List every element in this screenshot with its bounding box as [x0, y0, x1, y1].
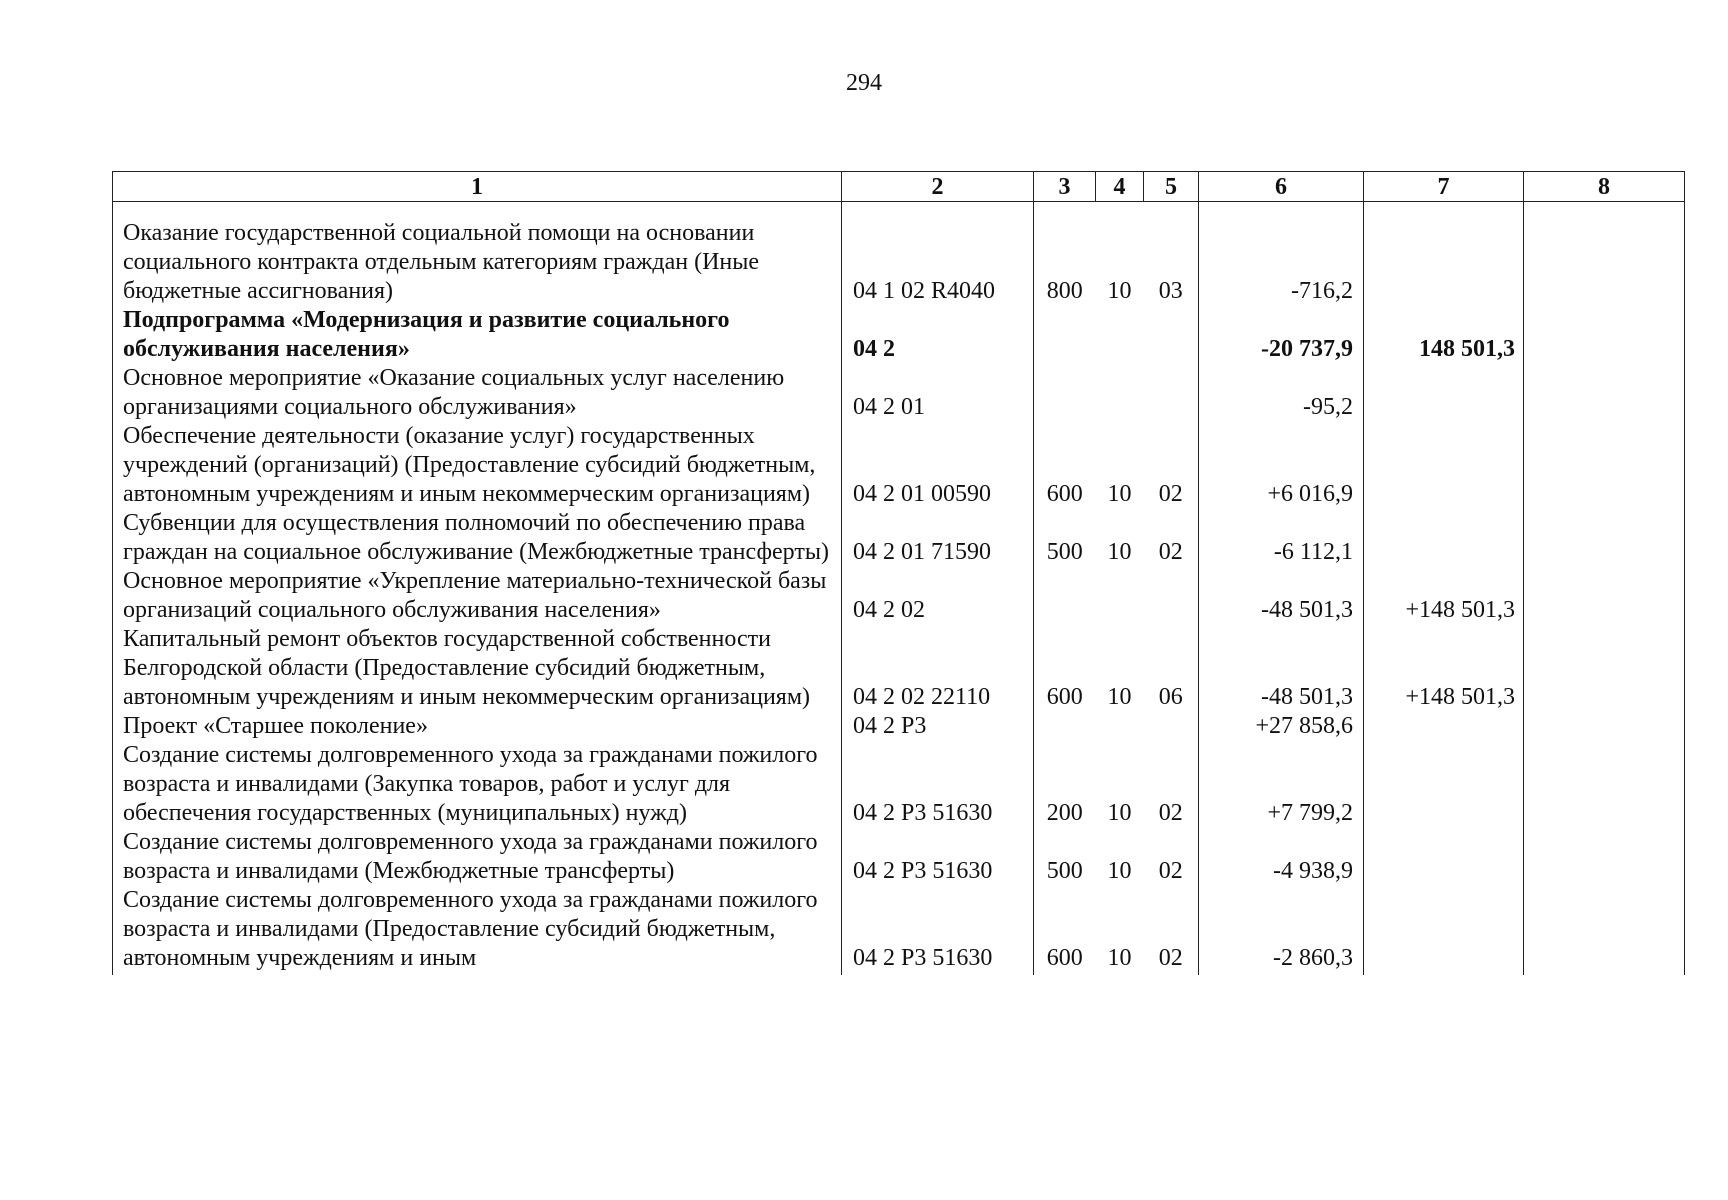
row-col3 — [1034, 306, 1096, 364]
row-col3: 500 — [1034, 509, 1096, 567]
row-name: Основное мероприятие «Оказание социальных услуг населению организациями социального обслуживания» — [113, 364, 842, 422]
table-row — [113, 712, 1685, 741]
row-col5 — [1144, 306, 1199, 364]
row-code: 04 2 01 71590 — [842, 509, 1034, 567]
row-col8 — [1524, 567, 1685, 625]
row-col3: 800 — [1034, 202, 1096, 307]
row-col8 — [1524, 202, 1685, 307]
row-col6: +7 799,2 — [1199, 741, 1364, 828]
row-col8 — [1524, 712, 1685, 741]
table-row — [113, 306, 1685, 364]
row-col8 — [1524, 509, 1685, 567]
row-col4: 10 — [1107, 481, 1132, 507]
header-row — [113, 172, 1685, 202]
column-header: 5 — [1144, 172, 1199, 202]
row-col6 — [1199, 973, 1364, 975]
row-col5: 02 — [1144, 741, 1199, 828]
row-col6: +6 016,9 — [1199, 422, 1364, 509]
row-col5: 02 — [1144, 886, 1199, 973]
row-name: Субвенции для осуществления полномочий по обеспечению права граждан на социальное обслуживание (Межбюджетные трансферты) — [113, 509, 842, 567]
row-name: Проект «Старшее поколение» — [113, 712, 842, 741]
row-col7 — [1364, 509, 1524, 567]
row-col5 — [1144, 364, 1199, 422]
row-col7 — [1364, 828, 1524, 886]
row-col6: -48 501,3 — [1199, 567, 1364, 625]
row-col4 — [1096, 306, 1144, 364]
row-col7: 148 501,3 — [1364, 306, 1524, 364]
row-col8 — [1524, 973, 1685, 975]
table-row — [113, 625, 1685, 712]
row-code: 04 2 01 — [842, 364, 1034, 422]
column-header: 6 — [1199, 172, 1364, 202]
page-number: 294 — [846, 70, 882, 96]
row-col4: 10 — [1107, 278, 1132, 304]
row-name: Обеспечение деятельности (оказание услуг) государственных учреждений (организаций) (Предоставление субсидий бюджетным, автономным учреждениям и иным некоммерческим организациям) — [113, 422, 842, 509]
table-row — [113, 509, 1685, 567]
row-col3: 600 — [1034, 422, 1096, 509]
row-col5: 02 — [1144, 828, 1199, 886]
column-header: 4 — [1096, 172, 1144, 202]
row-col6: -4 938,9 — [1199, 828, 1364, 886]
row-col7 — [1364, 741, 1524, 828]
row-name: Оказание государственной социальной помощи на основании социального контракта отдельным категориям граждан (Иные бюджетные ассигнования) — [113, 202, 842, 307]
row-name: Основное мероприятие «Укрепление материально-технической базы организаций социального обслуживания населения» — [113, 567, 842, 625]
row-col3: 600 — [1034, 886, 1096, 973]
table-row — [113, 567, 1685, 625]
table-row — [113, 202, 1685, 307]
row-col3 — [1034, 712, 1096, 741]
row-col5 — [1144, 973, 1199, 975]
row-col5 — [1144, 567, 1199, 625]
row-col6: -95,2 — [1199, 364, 1364, 422]
row-col4 — [1096, 973, 1144, 975]
row-col5: 02 — [1144, 422, 1199, 509]
row-col3: 600 — [1034, 625, 1096, 712]
column-header: 2 — [842, 172, 1034, 202]
row-code: 04 2 P3 — [842, 712, 1034, 741]
row-col8 — [1524, 422, 1685, 509]
table-row — [113, 741, 1685, 828]
row-col7 — [1364, 712, 1524, 741]
table-row — [113, 364, 1685, 422]
row-code: 04 2 P3 51630 — [842, 828, 1034, 886]
row-col7 — [1364, 202, 1524, 307]
row-col4: 10 — [1107, 539, 1132, 565]
row-col6: -20 737,9 — [1199, 306, 1364, 364]
row-col4: 10 — [1107, 800, 1132, 826]
column-header: 3 — [1034, 172, 1096, 202]
budget-table — [112, 171, 1685, 975]
row-col4 — [1096, 364, 1144, 422]
row-col8 — [1524, 741, 1685, 828]
row-col4 — [1096, 567, 1144, 625]
row-col8 — [1524, 364, 1685, 422]
row-col4: 10 — [1107, 945, 1132, 971]
row-name: Создание системы долговременного ухода за гражданами пожилого возраста и инвалидами (Предоставление субсидий бюджетным, автономным учреждениям и иным — [113, 886, 842, 973]
row-col3: 200 — [1034, 741, 1096, 828]
column-header: 7 — [1364, 172, 1524, 202]
table-row — [113, 973, 1685, 975]
row-col7 — [1364, 973, 1524, 975]
row-code: 04 2 — [842, 306, 1034, 364]
row-col7: +148 501,3 — [1364, 625, 1524, 712]
row-code: 04 2 01 00590 — [842, 422, 1034, 509]
row-col8 — [1524, 625, 1685, 712]
row-col6: -2 860,3 — [1199, 886, 1364, 973]
row-col4: 10 — [1107, 684, 1132, 710]
column-header: 8 — [1524, 172, 1685, 202]
row-col7: +148 501,3 — [1364, 567, 1524, 625]
row-col3: 500 — [1034, 828, 1096, 886]
row-code: 04 2 02 — [842, 567, 1034, 625]
row-col5: 03 — [1144, 202, 1199, 307]
row-code: 04 2 P3 51630 — [842, 886, 1034, 973]
row-code: 04 2 02 22110 — [842, 625, 1034, 712]
row-name: Создание системы долговременного ухода за гражданами пожилого возраста и инвалидами (Закупка товаров, работ и услуг для обеспечения государственных (муниципальных) нужд) — [113, 741, 842, 828]
row-name — [113, 973, 842, 975]
row-col3 — [1034, 364, 1096, 422]
row-col8 — [1524, 306, 1685, 364]
row-name: Подпрограмма «Модернизация и развитие социального обслуживания населения» — [113, 306, 842, 364]
row-col4 — [1096, 712, 1144, 741]
row-col8 — [1524, 886, 1685, 973]
row-col6: -716,2 — [1199, 202, 1364, 307]
table-row — [113, 422, 1685, 509]
row-col5: 02 — [1144, 509, 1199, 567]
row-code: 04 2 P3 51630 — [842, 741, 1034, 828]
row-name: Капитальный ремонт объектов государственной собственности Белгородской области (Предоставление субсидий бюджетным, автономным учреждениям и иным некоммерческим организациям) — [113, 625, 842, 712]
row-col7 — [1364, 364, 1524, 422]
table-row — [113, 828, 1685, 886]
row-col5: 06 — [1144, 625, 1199, 712]
row-col7 — [1364, 886, 1524, 973]
row-col6: -48 501,3 — [1199, 625, 1364, 712]
row-name: Создание системы долговременного ухода за гражданами пожилого возраста и инвалидами (Межбюджетные трансферты) — [113, 828, 842, 886]
row-col4: 10 — [1107, 858, 1132, 884]
row-col6: +27 858,6 — [1199, 712, 1364, 741]
row-col5 — [1144, 712, 1199, 741]
row-col8 — [1524, 828, 1685, 886]
row-col3 — [1034, 567, 1096, 625]
row-col7 — [1364, 422, 1524, 509]
table-row — [113, 886, 1685, 973]
column-header: 1 — [113, 172, 842, 202]
row-col3 — [1034, 973, 1096, 975]
row-code — [842, 973, 1034, 975]
row-code: 04 1 02 R4040 — [842, 202, 1034, 307]
row-col6: -6 112,1 — [1199, 509, 1364, 567]
